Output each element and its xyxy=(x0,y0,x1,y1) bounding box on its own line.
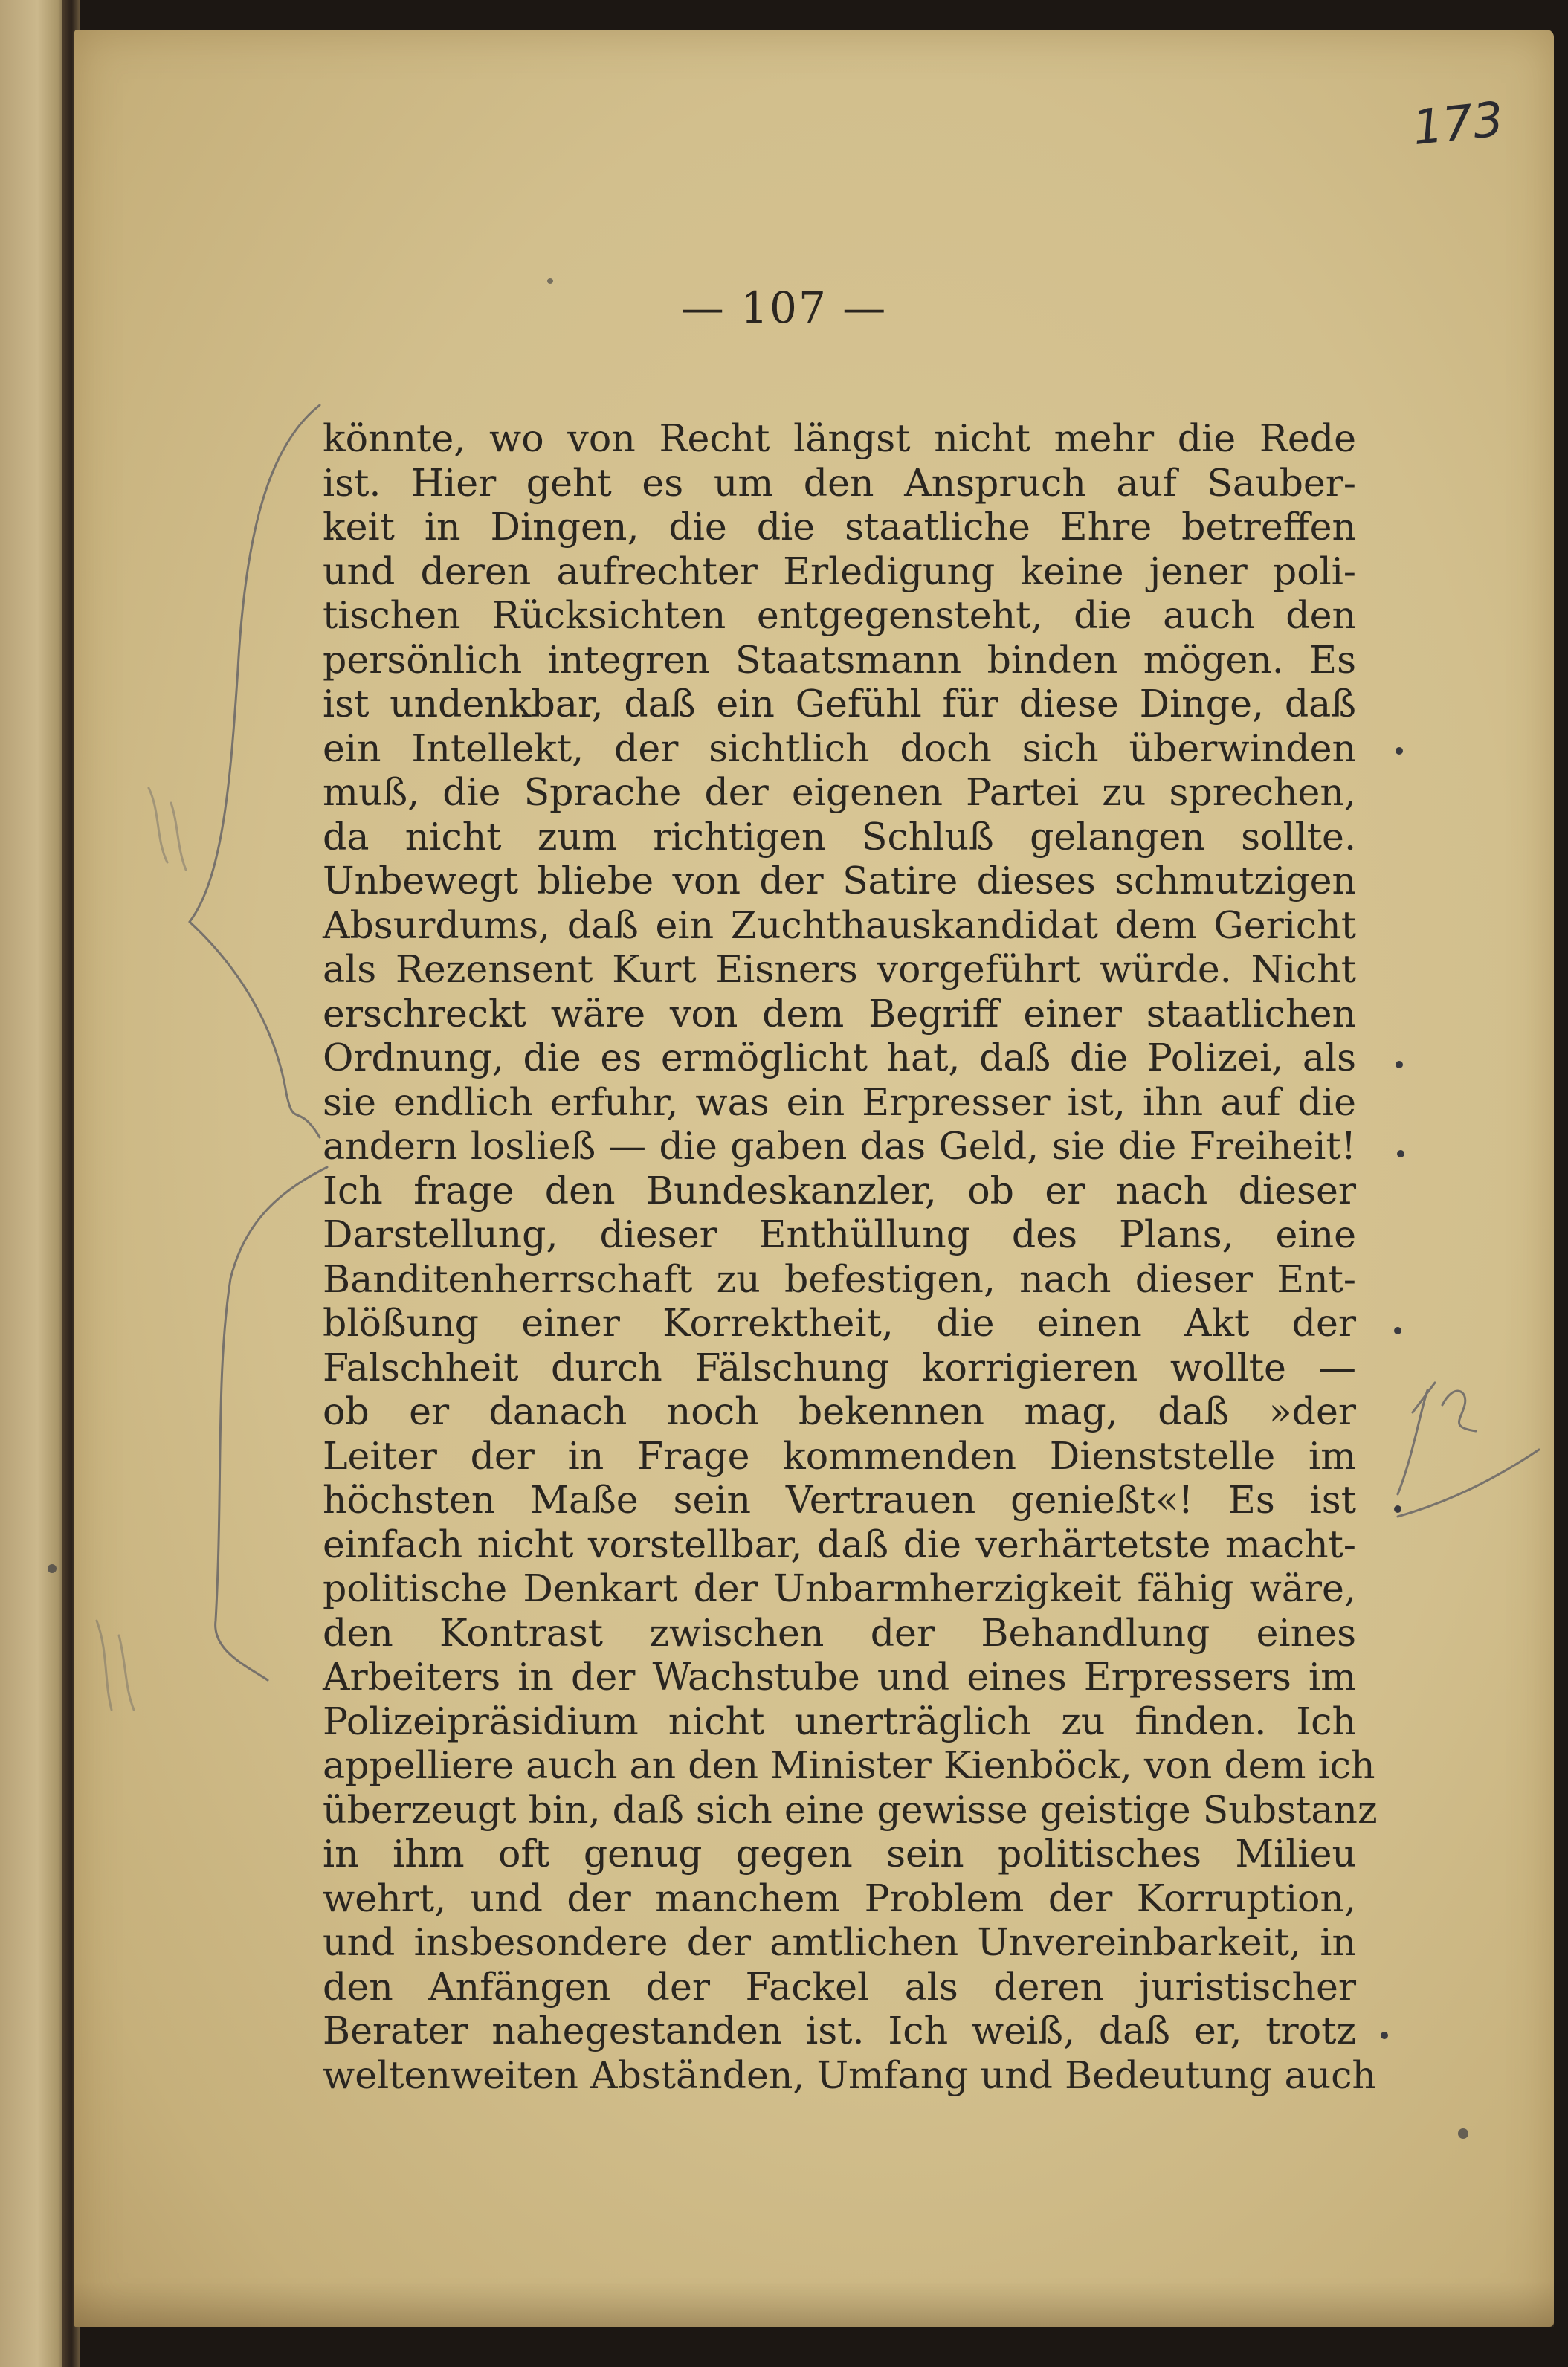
text-line: einfach nicht vorstellbar, daß die verhärtetste macht- xyxy=(323,1522,1356,1566)
text-line: politische Denkart der Unbarmherzigkeit fähig wäre, xyxy=(323,1566,1356,1610)
text-line: erschreckt wäre von dem Begriff einer staatlichen xyxy=(323,991,1356,1036)
text-line: Ordnung, die es ermöglicht hat, daß die Polizei, als xyxy=(323,1036,1356,1079)
text-line: Falschheit durch Fälschung korrigieren wollte — xyxy=(323,1345,1356,1389)
text-line: ob er danach noch bekennen mag, daß »der xyxy=(323,1389,1356,1433)
text-line: überzeugt bin, daß sich eine gewisse geistige Substanz xyxy=(323,1787,1378,1832)
text-line: ist undenkbar, daß ein Gefühl für diese Dinge, daß xyxy=(323,682,1356,726)
text-line: Darstellung, dieser Enthüllung des Plans, eine xyxy=(323,1212,1356,1256)
text-line: als Rezensent Kurt Eisners vorgeführt würde. Nicht xyxy=(323,947,1356,991)
text-line: Leiter der in Frage kommenden Dienststelle im xyxy=(323,1433,1356,1478)
text-line: Ich frage den Bundeskanzler, ob er nach dieser xyxy=(323,1168,1356,1212)
page-number: — 107 — xyxy=(680,282,888,333)
text-line: den Anfängen der Fackel als deren juristischer xyxy=(323,1964,1356,2009)
text-line: sie endlich erfuhr, was ein Erpresser ist, ihn auf die xyxy=(323,1079,1356,1124)
text-line: wehrt, und der manchem Problem der Korruption, xyxy=(323,1876,1356,1920)
text-line: Polizeipräsidium nicht unerträglich zu finden. Ich xyxy=(323,1699,1356,1743)
text-line: Berater nahegestanden ist. Ich weiß, daß er, trotz xyxy=(323,2009,1356,2053)
body-text xyxy=(323,416,1378,2097)
text-line: und deren aufrechter Erledigung keine jener poli- xyxy=(323,549,1356,593)
text-line: keit in Dingen, die die staatliche Ehre betreffen xyxy=(323,505,1356,549)
text-line: Banditenherrschaft zu befestigen, nach dieser Ent- xyxy=(323,1256,1356,1301)
text-line: blößung einer Korrektheit, die einen Akt der xyxy=(323,1301,1356,1345)
text-line: tischen Rücksichten entgegensteht, die auch den xyxy=(323,593,1356,637)
text-line: in ihm oft genug gegen sein politisches Milieu xyxy=(323,1832,1356,1876)
text-line: Absurdums, daß ein Zuchthauskandidat dem Gericht xyxy=(323,902,1356,947)
text-line: persönlich integren Staatsmann binden mögen. Es xyxy=(323,637,1356,682)
text-line: höchsten Maße sein Vertrauen genießt«! Es ist xyxy=(323,1478,1356,1522)
text-line: da nicht zum richtigen Schluß gelangen sollte. xyxy=(323,814,1356,859)
text-line: Arbeiters in der Wachstube und eines Erpressers im xyxy=(323,1655,1356,1699)
text-line: ein Intellekt, der sichtlich doch sich überwinden xyxy=(323,726,1356,770)
text-line: könnte, wo von Recht längst nicht mehr die Rede xyxy=(323,416,1356,460)
text-line: ist. Hier geht es um den Anspruch auf Sauber- xyxy=(323,460,1356,505)
text-line: andern losließ — die gaben das Geld, sie die Freiheit! xyxy=(323,1124,1356,1168)
left-page-edge xyxy=(0,0,68,2367)
handwritten-folio-number: 173 xyxy=(1410,91,1506,157)
text-line: muß, die Sprache der eigenen Partei zu sprechen, xyxy=(323,770,1356,814)
text-line: den Kontrast zwischen der Behandlung eines xyxy=(323,1610,1356,1655)
text-line: und insbesondere der amtlichen Unvereinbarkeit, in xyxy=(323,1920,1356,1964)
text-line: Unbewegt bliebe von der Satire dieses schmutzigen xyxy=(323,859,1356,902)
text-line: appelliere auch an den Minister Kienböck, von dem ich xyxy=(323,1743,1375,1787)
text-line: weltenweiten Abständen, Umfang und Bedeutung auch xyxy=(323,2053,1376,2097)
